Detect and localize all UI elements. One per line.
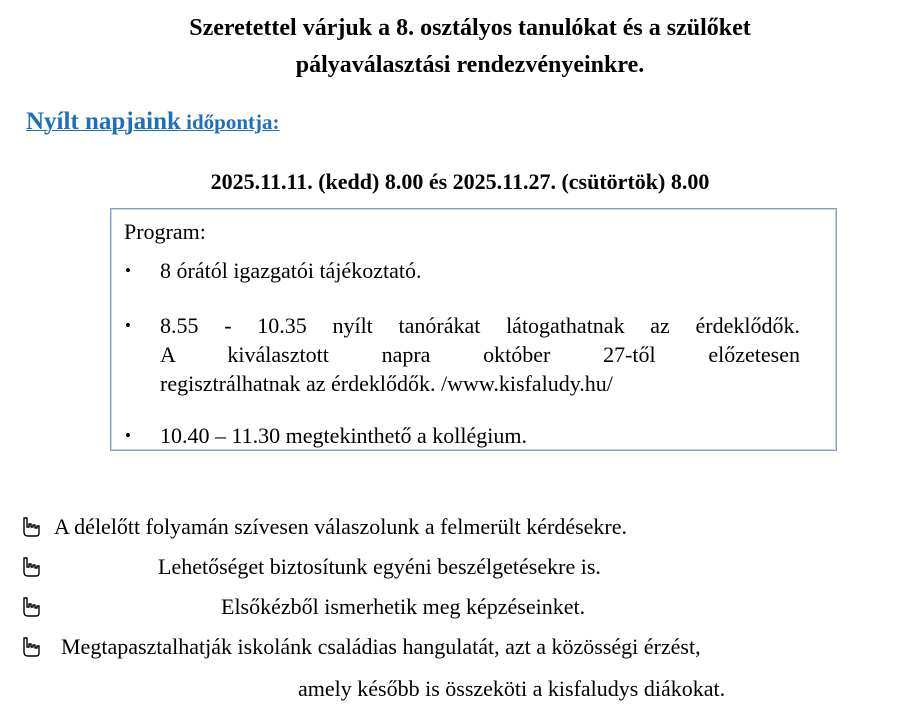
program-box — [110, 208, 837, 451]
pointing-hand-icon — [20, 516, 44, 538]
pointing-hand-icon — [20, 636, 44, 658]
subheading-part-1: Nyílt napjaink — [26, 108, 181, 135]
bullet-icon: • — [125, 261, 131, 280]
bullet-icon: • — [125, 426, 131, 445]
page-heading — [60, 10, 880, 84]
subheading-part-2: időpontja: — [180, 110, 280, 134]
feature-text: Lehetőséget biztosítunk egyéni beszélgetésekre is. — [158, 554, 601, 579]
program-item-line: 8.55 - 10.35 nyílt tanórákat látogathatnak az érdeklődők. — [160, 313, 800, 338]
open-days-subheading — [26, 108, 280, 136]
program-title: Program: — [124, 219, 206, 244]
heading-line-1: Szeretettel várjuk a 8. osztályos tanulókat és a szülőket — [189, 15, 751, 41]
heading-line-2: pályaválasztási rendezvényeinkre. — [295, 52, 645, 78]
feature-text: Megtapasztalhatják iskolánk családias hangulatát, azt a közösségi érzést, — [61, 634, 701, 659]
bullet-icon: • — [125, 316, 131, 335]
program-item-line: A kiválasztott napra október 27-től előzetesen — [160, 342, 800, 367]
feature-text: Elsőkézből ismerhetik meg képzéseinket. — [221, 594, 586, 619]
feature-text: amely később is összeköti a kisfaludys diákokat. — [298, 676, 726, 701]
program-item-line: 8 órától igazgatói tájékoztató. — [160, 258, 422, 283]
pointing-hand-icon — [20, 556, 44, 578]
open-days-dates: 2025.11.11. (kedd) 8.00 és 2025.11.27. (csütörtök) 8.00 — [210, 169, 710, 194]
feature-text: A délelőtt folyamán szívesen válaszolunk a felmerült kérdésekre. — [54, 514, 628, 539]
program-item-line: regisztrálhatnak az érdeklődők. /www.kisfaludy.hu/ — [160, 371, 613, 396]
pointing-hand-icon — [20, 596, 44, 618]
program-item-line: 10.40 – 11.30 megtekinthető a kollégium. — [160, 423, 528, 448]
